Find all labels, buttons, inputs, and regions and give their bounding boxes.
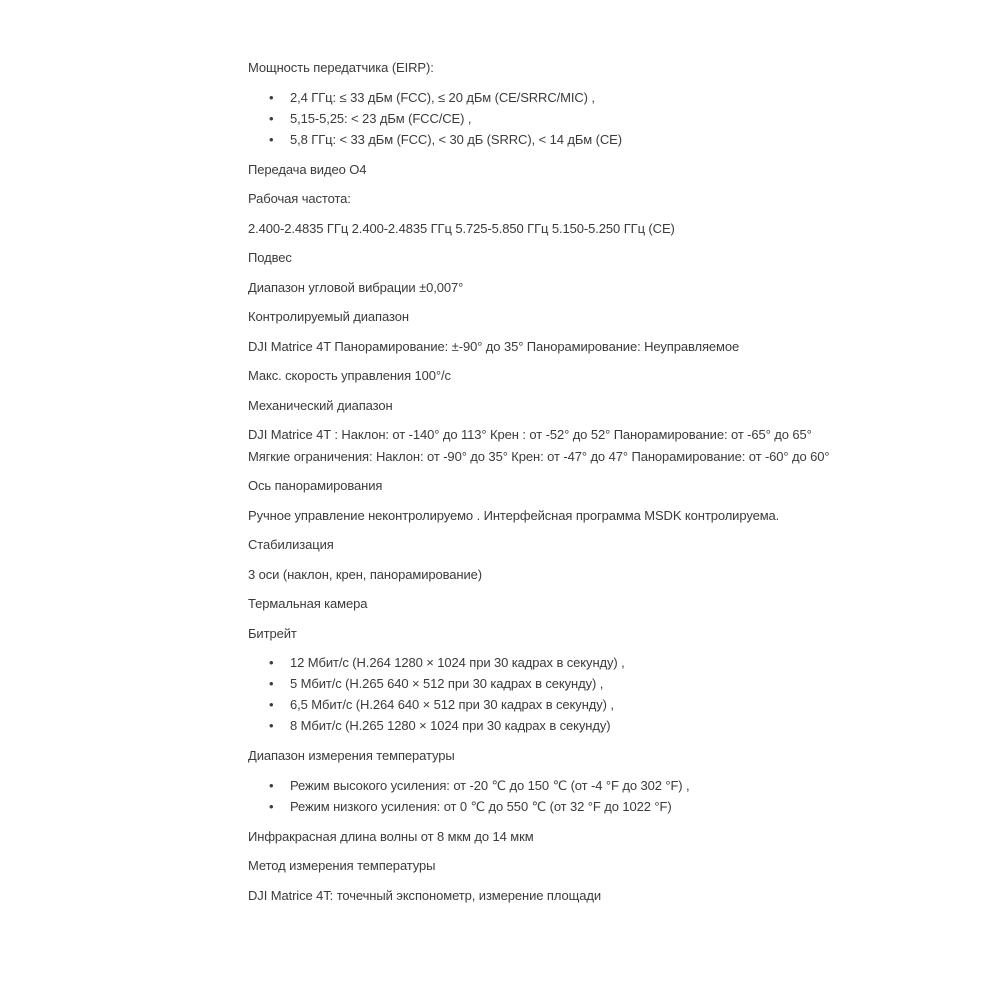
bitrate-list <box>248 652 908 736</box>
max-control-speed-text: Макс. скорость управления 100°/с <box>248 368 451 383</box>
pan-axis-heading: Ось панорамирования <box>248 478 383 493</box>
operating-frequency-value: 2.400-2.4835 ГГц 2.400-2.4835 ГГц 5.725-5.850 ГГц 5.150-5.250 ГГц (CE) <box>248 220 675 236</box>
infrared-wavelength-text: Инфракрасная длина волны от 8 мкм до 14 мкм <box>248 828 534 844</box>
bitrate-item-2: • 5 Мбит/с (H.265 640 × 512 при 30 кадрах в секунду) , <box>290 673 908 694</box>
temperature-method-value: DJI Matrice 4T: точечный экспонометр, измерение площади <box>248 887 601 903</box>
bitrate-heading: Битрейт <box>248 625 297 641</box>
transmitter-power-list <box>248 87 908 150</box>
mechanical-range-heading: Механический диапазон <box>248 397 393 413</box>
spec-document <box>248 57 908 914</box>
temperature-range-heading: Диапазон измерения температуры <box>248 748 455 763</box>
video-transmission-text: Передача видео O4 <box>248 161 367 177</box>
vibration-range-text: Диапазон угловой вибрации ±0,007° <box>248 279 464 295</box>
gimbal-heading: Подвес <box>248 250 292 265</box>
controllable-range-value: DJI Matrice 4T Панорамирование: ±-90° до 35° Панорамирование: Неуправляемое <box>248 338 740 354</box>
temperature-range-item-1: • Режим высокого усиления: от -20 ℃ до 150 ℃ (от -4 °F до 302 °F) , <box>290 775 908 796</box>
transmitter-power-item-2: • 5,15-5,25: < 23 дБм (FCC/CE) , <box>290 108 908 129</box>
stabilization-heading: Стабилизация <box>248 537 334 552</box>
mechanical-range-value <box>248 424 908 467</box>
pan-axis-value: Ручное управление неконтролируемо . Интерфейсная программа MSDK контролируема. <box>248 507 780 523</box>
thermal-camera-heading: Термальная камера <box>248 596 368 611</box>
mechanical-range-line2: Мягкие ограничения: Наклон: от -90° до 35° Крен: от -47° до 47° Панорамирование: от -60° до 60° <box>248 448 830 464</box>
transmitter-power-item-3: • 5,8 ГГц: < 33 дБм (FCC), < 30 дБ (SRRC), < 14 дБм (CE) <box>290 129 908 150</box>
bitrate-item-1: • 12 Мбит/с (H.264 1280 × 1024 при 30 кадрах в секунду) , <box>290 652 908 673</box>
stabilization-value: 3 оси (наклон, крен, панорамирование) <box>248 566 483 582</box>
temperature-method-heading: Метод измерения температуры <box>248 858 436 873</box>
temperature-range-list <box>248 775 908 817</box>
bitrate-item-3: • 6,5 Мбит/с (H.264 640 × 512 при 30 кадрах в секунду) , <box>290 694 908 715</box>
bitrate-item-4: • 8 Мбит/с (H.265 1280 × 1024 при 30 кадрах в секунду) <box>290 715 908 736</box>
temperature-range-item-2: • Режим низкого усиления: от 0 ℃ до 550 ℃ (от 32 °F до 1022 °F) <box>290 796 908 817</box>
transmitter-power-heading: Мощность передатчика (EIRP): <box>248 60 434 75</box>
mechanical-range-line1: DJI Matrice 4T : Наклон: от -140° до 113° Крен : от -52° до 52° Панорамирование: от -65° до 65° <box>248 427 812 442</box>
operating-frequency-heading: Рабочая частота: <box>248 191 351 206</box>
transmitter-power-item-1: • 2,4 ГГц: ≤ 33 дБм (FCC), ≤ 20 дБм (CE/SRRC/MIC) , <box>290 87 908 108</box>
controllable-range-heading: Контролируемый диапазон <box>248 309 409 324</box>
